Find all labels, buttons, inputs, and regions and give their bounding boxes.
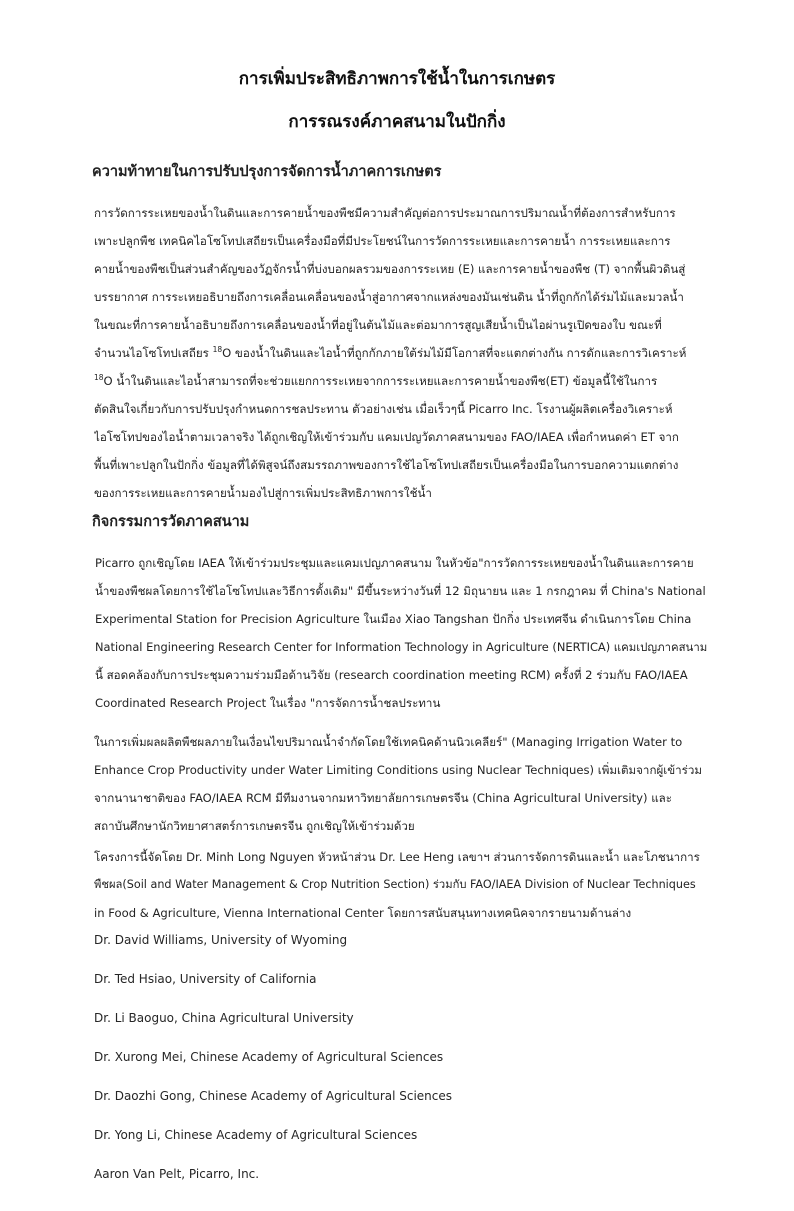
paragraph-invitation: [95, 549, 707, 717]
paragraph-line: สถาบันศึกษานักวิทยาศาสตร์การเกษตรจีน ถูกเชิญให้เข้าร่วมด้วย: [94, 819, 415, 833]
participant-name: Dr. David Williams, University of Wyoming: [94, 933, 348, 947]
paragraph-line: เพาะปลูกพืช เทคนิคไอโซโทปเสถียรเป็นเครื่องมือที่มีประโยชน์ในการวัดการระเหยและการคายน้ำ การระเหยและการ: [94, 234, 671, 248]
paragraph-line: การวัดการระเหยของน้ำในดินและการคายน้ำของพืชมีความสำคัญต่อการประมาณการปริมาณน้ำที่ต้องการสำหรับการ: [94, 206, 676, 220]
isotope-superscript: 18: [94, 373, 104, 383]
paragraph-line: จากนานาชาติของ FAO/IAEA RCM มีทีมงานจากมหาวิทยาลัยการเกษตรจีน (China Agricultural University) และ: [94, 791, 673, 805]
paragraph-line: ไอโซโทปของไอน้ำตามเวลาจริง ได้ถูกเชิญให้เข้าร่วมกับ แคมเปญวัดภาคสนามของ FAO/IAEA เพื่อกำหนดค่า ET จาก: [94, 430, 679, 444]
page-title: การเพิ่มประสิทธิภาพการใช้น้ำในการเกษตร: [238, 69, 556, 89]
line-text: จำนวนไอโซโทปเสถียร: [94, 346, 213, 360]
paragraph-line: พื้นที่เพาะปลูกในปักกิ่ง ข้อมูลที่ได้พิสูจน์ถึงสมรรถภาพของการใช้ไอโซโทปเสถียรเป็นเครื่องมือในการบอกความแตกต่าง: [94, 458, 679, 472]
paragraph-line: Coordinated Research Project ในเรื่อง "การจัดการน้ำชลประทาน: [95, 696, 441, 710]
paragraph-line: น้ำของพืชผลโดยการใช้ไอโซโทปและวิธีการดั้งเดิม" มีขึ้นระหว่างวันที่ 12 มิถุนายน และ 1 กรกฎาคม ที่ China's National: [95, 584, 706, 598]
paragraph-line: นี้ สอดคล้องกับการประชุมความร่วมมือด้านวิจัย (research coordination meeting RCM) ครั้งที่ 2 ร่วมกับ FAO/IAEA: [95, 668, 688, 682]
paragraph-line: โครงการนี้จัดโดย Dr. Minh Long Nguyen หัวหน้าส่วน Dr. Lee Heng เลขาฯ ส่วนการจัดการดินและน้ำ และโภชนาการ: [94, 850, 700, 864]
paragraph-line: [94, 339, 706, 367]
paragraph-line: ในการเพิ่มผลผลิตพืชผลภายในเงื่อนไขปริมาณน้ำจำกัดโดยใช้เทคนิคด้านนิวเคลียร์" (Managing Irrigation Water to: [94, 735, 683, 749]
paragraph-line: Picarro ถูกเชิญโดย IAEA ให้เข้าร่วมประชุมและแคมเปญภาคสนาม ในหัวข้อ"การวัดการระเหยของน้ำในดินและการคาย: [95, 556, 694, 570]
paragraph-line: in Food & Agriculture, Vienna International Center โดยการสนับสนุนทางเทคนิคจากรายนามด้านล่าง: [94, 906, 632, 920]
paragraph-line: Experimental Station for Precision Agriculture ในเมือง Xiao Tangshan ปักกิ่ง ประเทศจีน ดำเนินการโดย China: [95, 612, 692, 626]
paragraph-line: ในขณะที่การคายน้ำอธิบายถึงการเคลื่อนของน้ำที่อยู่ในต้นไม้และต่อมาการสูญเสียน้ำเป็นไอผ่านรูเปิดของใบ ขณะที่: [94, 318, 662, 332]
paragraph-organizers: [94, 843, 706, 927]
participant-name: Dr. Daozhi Gong, Chinese Academy of Agricultural Sciences: [94, 1089, 453, 1103]
paragraph-line: [94, 367, 706, 395]
line-text: O ของน้ำในดินและไอน้ำที่ถูกกักภายใต้ร่มไม้มีโอกาสที่จะแตกต่างกัน การดักและการวิเคราะห์: [222, 346, 687, 360]
participant-name: Dr. Yong Li, Chinese Academy of Agricultural Sciences: [94, 1128, 418, 1142]
line-text: O น้ำในดินและไอน้ำสามารถที่จะช่วยแยกการระเหยจากการระเหยและการคายน้ำของพืช(ET) ข้อมูลนี้ใช้ในการ: [103, 374, 658, 388]
participant-name: Dr. Ted Hsiao, University of California: [94, 972, 317, 986]
page-subtitle: การรณรงค์ภาคสนามในปักกิ่ง: [288, 112, 506, 132]
paragraph-line: บรรยากาศ การระเหยอธิบายถึงการเคลื่อนเคลื่อนของน้ำสู่อากาศจากแหล่งของมันเช่นดิน น้ำที่ถูกกักได้ร่มไม้และมวลน้ำ: [94, 290, 684, 304]
isotope-superscript: 18: [212, 345, 223, 355]
paragraph-challenges: [94, 199, 706, 507]
paragraph-line: พืชผล(Soil and Water Management & Crop Nutrition Section) ร่วมกับ FAO/IAEA Division of Nuclear Techniques: [94, 878, 696, 891]
paragraph-line: National Engineering Research Center for Information Technology in Agriculture (NERTICA) แคมเปญภาคสนาม: [95, 640, 707, 654]
participant-name: Aaron Van Pelt, Picarro, Inc.: [94, 1167, 260, 1181]
section-heading-challenges: ความท้าทายในการปรับปรุงการจัดการน้ำภาคการเกษตร: [92, 164, 442, 180]
paragraph-line: ตัดสินใจเกี่ยวกับการปรับปรุงกำหนดการชลประทาน ตัวอย่างเช่น เมื่อเร็วๆนี้ Picarro Inc. โรงานผู้ผลิตเครื่องวิเคราะห์: [94, 402, 673, 416]
paragraph-line: ของการระเหยและการคายน้ำมองไปสู่การเพิ่มประสิทธิภาพการใช้น้ำ: [94, 486, 432, 500]
paragraph-line: Enhance Crop Productivity under Water Limiting Conditions using Nuclear Techniques) เพิ่มเติมจากผู้เข้าร่วม: [94, 763, 703, 777]
paragraph-participants-intro: [94, 728, 706, 840]
paragraph-line: คายน้ำของพืชเป็นส่วนสำคัญของวัฏจักรน้ำที่บ่งบอกผลรวมของการระเหย (E) และการคายน้ำของพืช (T) จากพื้นผิวดินสู่: [94, 262, 686, 276]
section-heading-field-activities: กิจกรรมการวัดภาคสนาม: [92, 514, 250, 530]
participant-name: Dr. Li Baoguo, China Agricultural University: [94, 1011, 354, 1025]
participant-name: Dr. Xurong Mei, Chinese Academy of Agricultural Sciences: [94, 1050, 444, 1064]
